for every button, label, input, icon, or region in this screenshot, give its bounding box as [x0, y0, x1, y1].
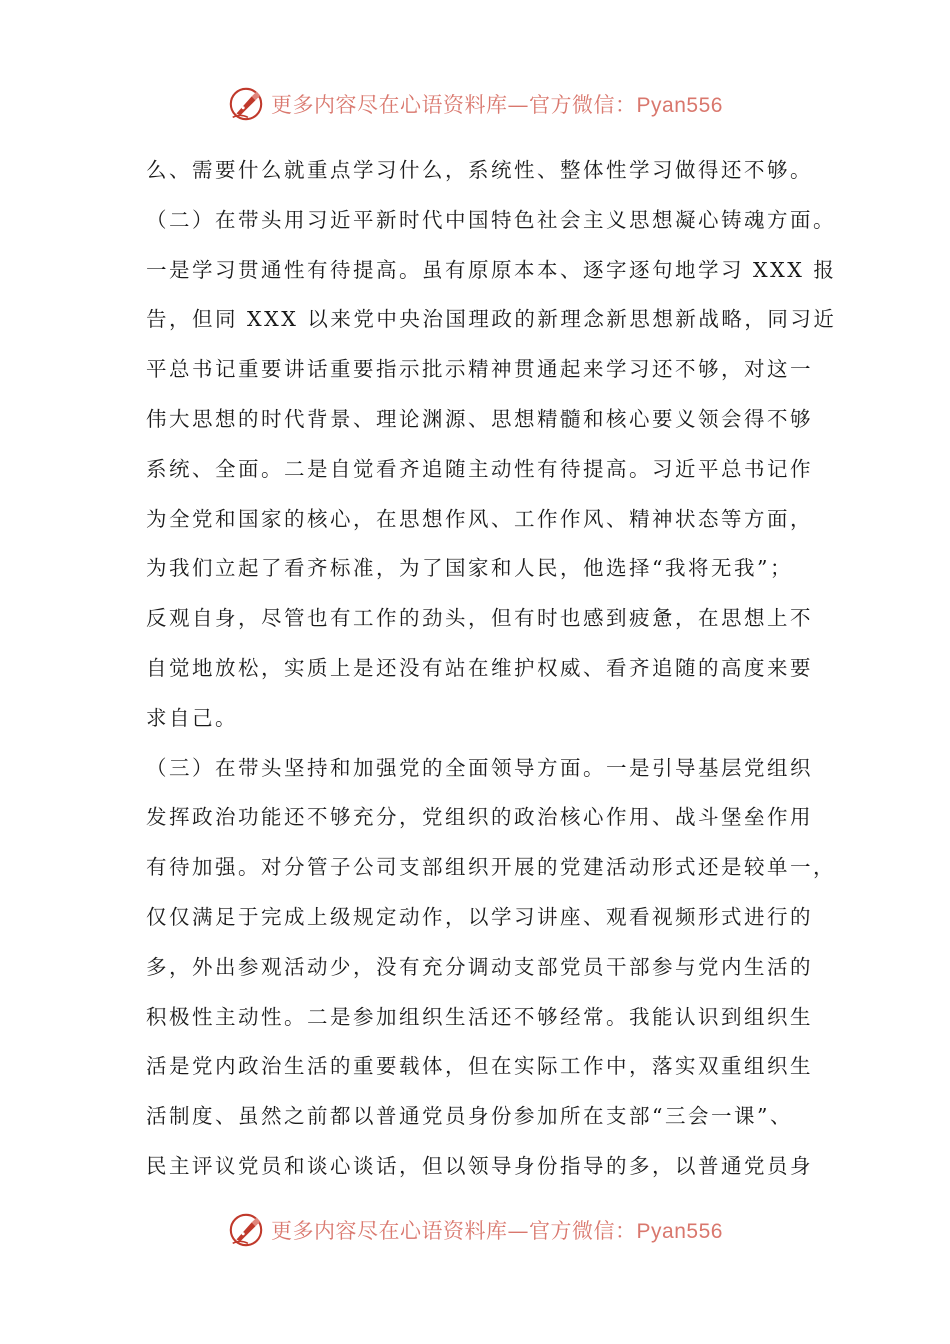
header-wechat-id: Pyan556 — [636, 94, 723, 117]
body-line: 有待加强。对分管子公司支部组织开展的党建活动形式还是较单一， — [146, 855, 836, 880]
header-banner — [0, 82, 950, 126]
body-line: 自觉地放松，实质上是还没有站在维护权威、看齐追随的高度来要 — [146, 655, 813, 680]
footer-banner-text — [271, 1215, 723, 1245]
section-heading-2: （二）在带头用习近平新时代中国特色社会主义思想凝心铸魂方面。 — [146, 207, 836, 232]
body-line: 伟大思想的时代背景、理论渊源、思想精髓和核心要义领会得不够 — [146, 406, 813, 431]
section-heading-3: （三）在带头坚持和加强党的全面领导方面。一是引导基层党组织 — [146, 755, 813, 780]
body-line: 平总书记重要讲话重要指示批示精神贯通起来学习还不够，对这一 — [146, 357, 813, 382]
body-line: 告，但同 XXX 以来党中央治国理政的新理念新思想新战略，同习近 — [146, 307, 837, 332]
footer-wechat-id: Pyan556 — [636, 1220, 723, 1243]
pen-nib-logo-icon — [227, 1211, 265, 1249]
pen-nib-logo-icon — [227, 85, 265, 123]
body-line: 系统、全面。二是自觉看齐追随主动性有待提高。习近平总书记作 — [146, 456, 813, 481]
body-line: 一是学习贯通性有待提高。虽有原原本本、逐字逐句地学习 XXX 报 — [146, 257, 837, 282]
body-line: 求自己。 — [146, 705, 238, 730]
body-line: 为我们立起了看齐标准，为了国家和人民，他选择“我将无我”； — [146, 556, 793, 581]
body-line: 活制度、虽然之前都以普通党员身份参加所在支部“三会一课”、 — [146, 1104, 793, 1129]
body-line: 积极性主动性。二是参加组织生活还不够经常。我能认识到组织生 — [146, 1004, 813, 1029]
header-banner-caption: 更多内容尽在心语资料库—官方微信： — [271, 93, 637, 117]
footer-banner-caption: 更多内容尽在心语资料库—官方微信： — [271, 1219, 637, 1243]
body-line: 为全党和国家的核心，在思想作风、工作作风、精神状态等方面， — [146, 506, 813, 531]
document-body — [146, 150, 837, 1196]
body-line: 民主评议党员和谈心谈话，但以领导身份指导的多，以普通党员身 — [146, 1153, 813, 1178]
header-banner-text — [271, 89, 723, 119]
body-line: 多，外出参观活动少，没有充分调动支部党员干部参与党内生活的 — [146, 954, 813, 979]
footer-banner — [0, 1208, 950, 1252]
body-line: 活是党内政治生活的重要载体，但在实际工作中，落实双重组织生 — [146, 1054, 813, 1079]
body-line: 反观自身，尽管也有工作的劲头，但有时也感到疲惫，在思想上不 — [146, 606, 813, 631]
body-line: 仅仅满足于完成上级规定动作，以学习讲座、观看视频形式进行的 — [146, 904, 813, 929]
body-line: 发挥政治功能还不够充分，党组织的政治核心作用、战斗堡垒作用 — [146, 805, 813, 830]
body-line: 么、需要什么就重点学习什么，系统性、整体性学习做得还不够。 — [146, 158, 813, 182]
